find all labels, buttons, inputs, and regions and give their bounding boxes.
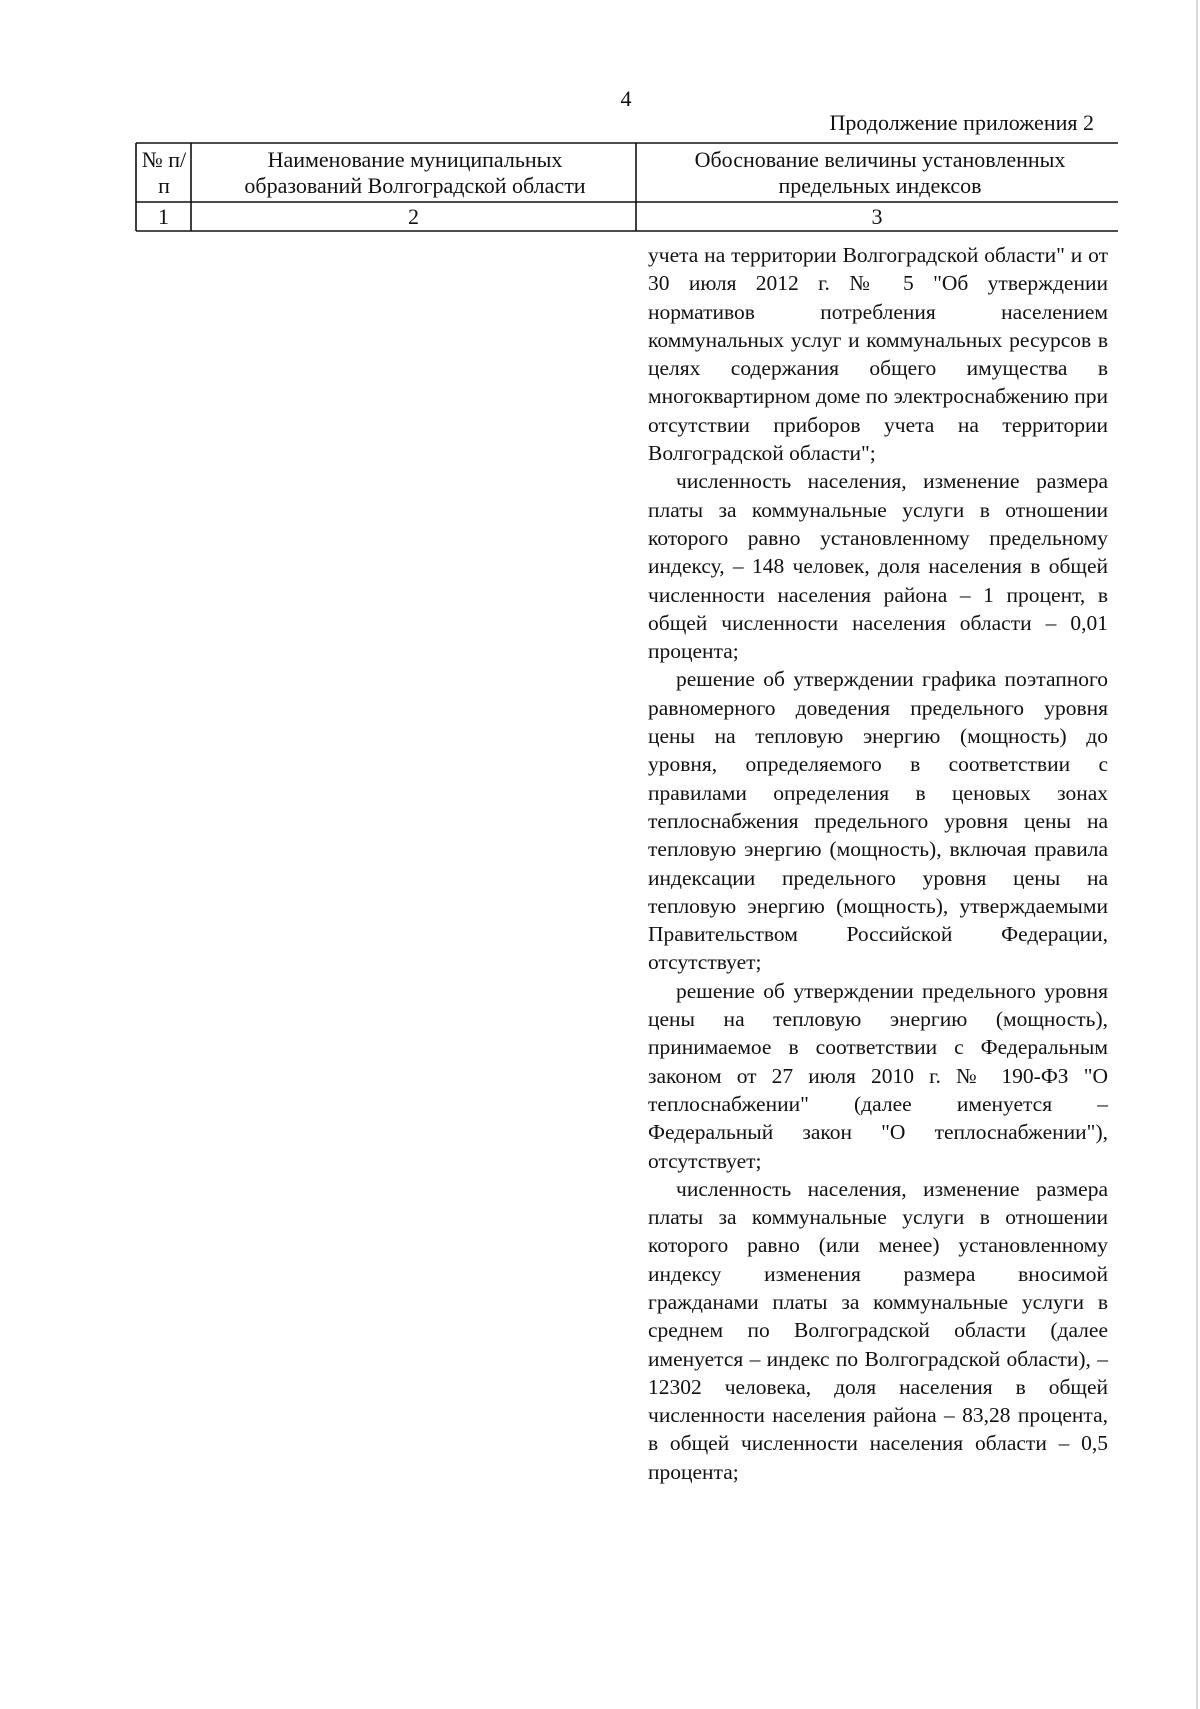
- paragraph: решение об утверждении предельного уровня цены на тепловую энергию (мощность), принимаемое в соответствии с Федеральным законом от 27 июля 2010 г. № 190-ФЗ "О теплоснабжении" (далее именуется – Федеральный закон "О теплоснабжении"), отсутствует;: [648, 978, 1108, 1173]
- paragraph: решение об утверждении графика поэтапного равномерного доведения предельного уровня цены на тепловую энергию (мощность) до уровня, определяемого в соответствии с правилами определения в ценовых зонах теплоснабжения предельного уровня цены на тепловую энергию (мощность), включая правила индексации предельного уровня цены на тепловую энергию (мощность), утверждаемыми Правительством Российской Федерации, отсутствует;: [648, 667, 1108, 975]
- header-col-justification: Обоснование величины установленных предельных индексов: [694, 147, 1066, 198]
- header-col-municipality: Наименование муниципальных образований Волгоградской области: [244, 147, 586, 198]
- column-number-1: 1: [158, 204, 169, 229]
- justification-text: [648, 241, 1108, 1486]
- header-col-number: № п/п: [141, 147, 187, 198]
- column-number-2: 2: [408, 204, 419, 229]
- continuation-label: Продолжение приложения 2: [829, 110, 1094, 135]
- page-number: 4: [620, 86, 632, 111]
- paragraph: учета на территории Волгоградской области" и от 30 июля 2012 г. № 5 "Об утверждении нормативов потребления населением коммунальных услуг и коммунальных ресурсов в целях содержания общего имущества в многоквартирном доме по электроснабжению при отсутствии приборов учета на территории Волгоградской области";: [648, 243, 1108, 466]
- column-number-3: 3: [871, 204, 883, 229]
- paragraph: численность населения, изменение размера платы за коммунальные услуги в отношении которого равно (или менее) установленному индексу изменения размера вносимой гражданами платы за коммунальные услуги в среднем по Волгоградской области (далее именуется – индекс по Волгоградской области), – 12302 человека, доля населения в общей численности населения района – 83,28 процента, в общей численности населения области – 0,5 процента;: [648, 1176, 1108, 1484]
- paragraph: численность населения, изменение размера платы за коммунальные услуги в отношении которого равно установленному предельному индексу, – 148 человек, доля населения в общей численности населения района – 1 процент, в общей численности населения области – 0,01 процента;: [648, 469, 1108, 664]
